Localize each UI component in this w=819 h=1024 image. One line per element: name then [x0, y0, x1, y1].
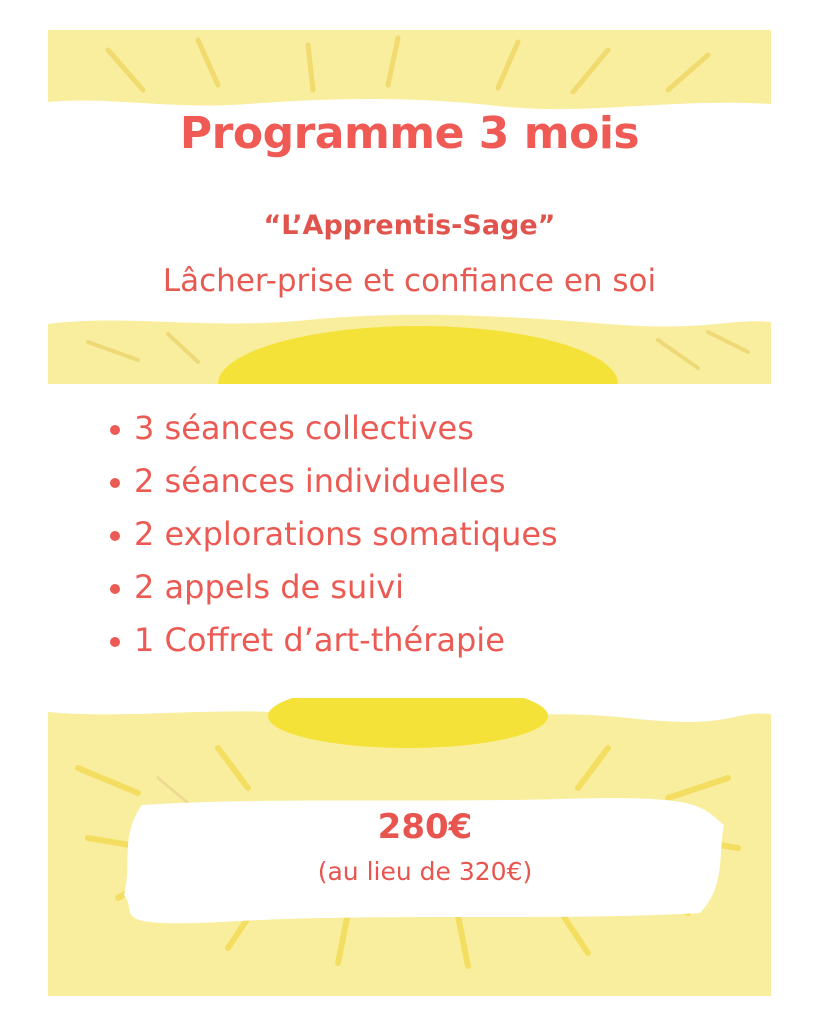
bullet-icon: [110, 584, 120, 594]
program-name: “L’Apprentis-Sage”: [263, 210, 556, 241]
program-tagline: Lâcher-prise et confiance en soi: [162, 263, 657, 299]
feature-label: 3 séances collectives: [134, 409, 474, 447]
watercolor-band-middle: [48, 312, 771, 384]
price-box: [120, 795, 730, 925]
original-price: (au lieu de 320€): [317, 857, 533, 886]
bullet-icon: [110, 531, 120, 541]
bullet-icon: [110, 637, 120, 647]
list-item: [108, 561, 558, 614]
program-card: [48, 30, 771, 996]
feature-label: 2 appels de suivi: [134, 568, 405, 606]
feature-label: 1 Coffret d’art-thérapie: [134, 621, 505, 659]
watercolor-band-top: [48, 30, 771, 120]
list-item: [108, 455, 558, 508]
bullet-icon: [110, 425, 120, 435]
features-list: [108, 402, 558, 667]
list-item: [108, 614, 558, 667]
price: 280€: [377, 807, 473, 847]
program-title: Programme 3 mois: [179, 108, 640, 159]
bullet-icon: [110, 478, 120, 488]
feature-label: 2 explorations somatiques: [134, 515, 558, 553]
list-item: [108, 402, 558, 455]
list-item: [108, 508, 558, 561]
feature-label: 2 séances individuelles: [134, 462, 506, 500]
